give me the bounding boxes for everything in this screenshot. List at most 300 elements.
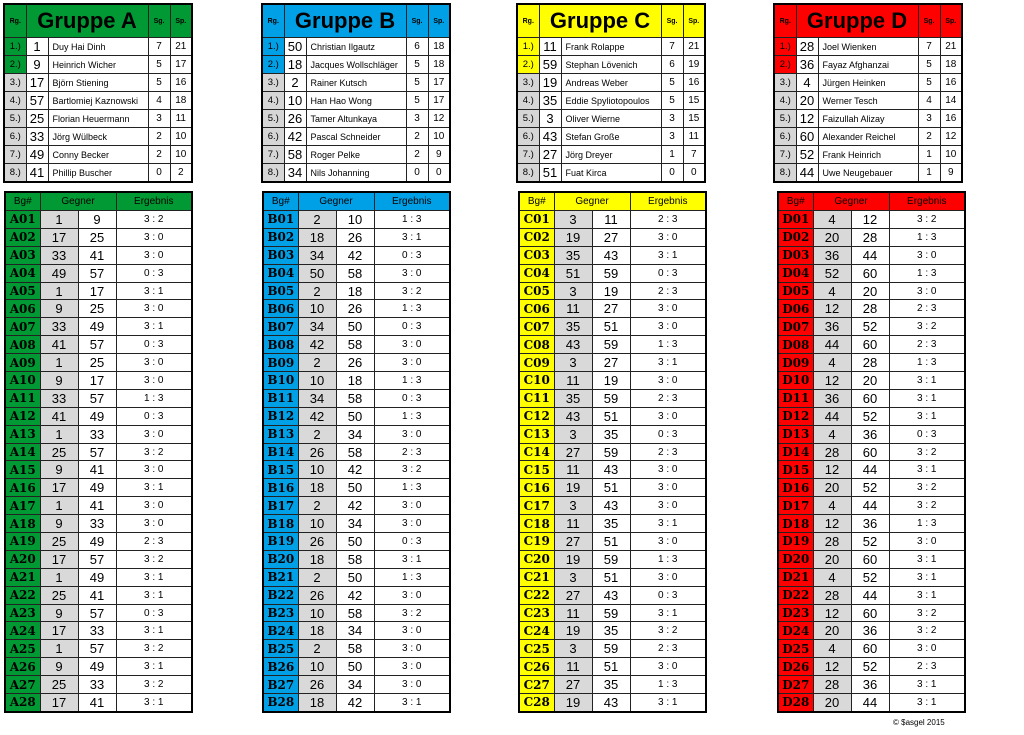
- match-row: [263, 568, 450, 586]
- match-row: [519, 407, 706, 425]
- match-row: [263, 443, 450, 461]
- player-1: 27: [554, 586, 592, 604]
- match-result: 3 : 0: [374, 264, 450, 282]
- match-result: 3 : 0: [116, 246, 192, 264]
- player-number: 42: [284, 128, 306, 146]
- rank-cell: 5.): [262, 110, 284, 128]
- board-id: C12: [519, 407, 554, 425]
- board-id: C15: [519, 461, 554, 479]
- board-id: C28: [519, 694, 554, 712]
- match-result: 1 : 3: [630, 336, 706, 354]
- match-row: [519, 228, 706, 246]
- player-1: 4: [813, 425, 851, 443]
- player-1: 17: [40, 694, 78, 712]
- match-result: 3 : 1: [889, 389, 965, 407]
- rank-cell: 6.): [774, 128, 796, 146]
- standing-row: [4, 146, 192, 164]
- sets-won: 4: [918, 92, 940, 110]
- match-result: 3 : 1: [116, 282, 192, 300]
- match-row: [263, 318, 450, 336]
- player-2: 58: [336, 604, 374, 622]
- player-1: 36: [813, 318, 851, 336]
- match-result: 3 : 1: [630, 694, 706, 712]
- board-id: B10: [263, 372, 298, 390]
- match-row: [5, 550, 192, 568]
- opponents-header: Gegner: [813, 192, 889, 211]
- match-result: 3 : 1: [630, 515, 706, 533]
- player-2: 42: [336, 694, 374, 712]
- player-1: 10: [298, 461, 336, 479]
- match-result: 3 : 1: [116, 318, 192, 336]
- match-result: 0 : 3: [116, 264, 192, 282]
- player-2: 41: [78, 497, 116, 515]
- player-2: 50: [336, 479, 374, 497]
- player-1: 10: [298, 658, 336, 676]
- board-header: Bg#: [5, 192, 40, 211]
- match-row: [778, 515, 965, 533]
- player-name: Bartlomiej Kaznowski: [48, 92, 148, 110]
- player-number: 12: [796, 110, 818, 128]
- match-result: 3 : 0: [374, 336, 450, 354]
- match-row: [263, 622, 450, 640]
- match-row: [778, 407, 965, 425]
- player-number: 20: [796, 92, 818, 110]
- board-id: C24: [519, 622, 554, 640]
- player-2: 33: [78, 425, 116, 443]
- match-row: [778, 586, 965, 604]
- match-result: 3 : 0: [630, 461, 706, 479]
- player-1: 36: [813, 389, 851, 407]
- match-result: 3 : 0: [116, 461, 192, 479]
- match-row: [263, 282, 450, 300]
- player-number: 3: [539, 110, 561, 128]
- player-1: 28: [813, 533, 851, 551]
- player-1: 33: [40, 318, 78, 336]
- player-2: 26: [336, 300, 374, 318]
- match-result: 3 : 0: [374, 354, 450, 372]
- player-1: 35: [554, 318, 592, 336]
- sets-header: Sg.: [661, 4, 683, 38]
- player-2: 60: [851, 640, 889, 658]
- match-row: [778, 300, 965, 318]
- match-result: 3 : 0: [374, 640, 450, 658]
- points: 17: [170, 56, 192, 74]
- board-id: D08: [778, 336, 813, 354]
- rank-cell: 2.): [262, 56, 284, 74]
- player-2: 42: [336, 497, 374, 515]
- player-number: 1: [26, 38, 48, 56]
- player-2: 60: [851, 443, 889, 461]
- rank-cell: 2.): [4, 56, 26, 74]
- player-1: 19: [554, 550, 592, 568]
- player-1: 1: [40, 497, 78, 515]
- board-id: D16: [778, 479, 813, 497]
- rank-cell: 6.): [262, 128, 284, 146]
- player-1: 12: [813, 300, 851, 318]
- player-2: 58: [336, 336, 374, 354]
- board-id: B11: [263, 389, 298, 407]
- board-id: D01: [778, 211, 813, 229]
- match-result: 2 : 3: [889, 336, 965, 354]
- standing-row: [4, 56, 192, 74]
- match-result: 2 : 3: [374, 443, 450, 461]
- standing-row: [517, 74, 705, 92]
- match-result: 3 : 2: [630, 622, 706, 640]
- match-result: 3 : 2: [889, 622, 965, 640]
- board-id: D03: [778, 246, 813, 264]
- board-id: D20: [778, 550, 813, 568]
- player-name: Jörg Dreyer: [561, 146, 661, 164]
- player-1: 44: [813, 336, 851, 354]
- standing-row: [4, 92, 192, 110]
- points: 10: [170, 128, 192, 146]
- match-row: [519, 389, 706, 407]
- board-id: D22: [778, 586, 813, 604]
- player-1: 1: [40, 425, 78, 443]
- match-result: 3 : 0: [630, 533, 706, 551]
- player-number: 26: [284, 110, 306, 128]
- player-1: 34: [298, 318, 336, 336]
- match-row: [263, 264, 450, 282]
- points: 9: [940, 164, 962, 183]
- player-name: Oliver Wierne: [561, 110, 661, 128]
- board-header: Bg#: [778, 192, 813, 211]
- player-1: 17: [40, 479, 78, 497]
- match-row: [5, 658, 192, 676]
- match-row: [519, 461, 706, 479]
- player-2: 43: [592, 694, 630, 712]
- player-name: Uwe Neugebauer: [818, 164, 918, 183]
- board-id: A14: [5, 443, 40, 461]
- match-result: 3 : 2: [116, 211, 192, 229]
- player-2: 28: [851, 300, 889, 318]
- player-1: 25: [40, 676, 78, 694]
- board-id: C16: [519, 479, 554, 497]
- player-name: Duy Hai Dinh: [48, 38, 148, 56]
- player-1: 34: [298, 389, 336, 407]
- match-row: [263, 300, 450, 318]
- player-2: 44: [851, 586, 889, 604]
- match-row: [778, 246, 965, 264]
- board-id: A17: [5, 497, 40, 515]
- standing-row: [774, 146, 962, 164]
- board-id: B12: [263, 407, 298, 425]
- board-id: D26: [778, 658, 813, 676]
- match-result: 3 : 2: [116, 550, 192, 568]
- board-id: B19: [263, 533, 298, 551]
- match-result: 3 : 2: [889, 497, 965, 515]
- points: 18: [940, 56, 962, 74]
- player-1: 18: [298, 622, 336, 640]
- rank-cell: 4.): [517, 92, 539, 110]
- player-2: 36: [851, 515, 889, 533]
- match-row: [263, 461, 450, 479]
- match-row: [778, 264, 965, 282]
- match-row: [263, 336, 450, 354]
- player-name: Phillip Buscher: [48, 164, 148, 183]
- board-id: D23: [778, 604, 813, 622]
- sets-won: 0: [661, 164, 683, 183]
- match-row: [519, 264, 706, 282]
- group-title: Gruppe B: [284, 4, 406, 38]
- match-row: [263, 479, 450, 497]
- sets-won: 1: [661, 146, 683, 164]
- player-number: 59: [539, 56, 561, 74]
- match-result: 2 : 3: [630, 640, 706, 658]
- match-row: [519, 658, 706, 676]
- match-result: 3 : 1: [374, 550, 450, 568]
- match-result: 3 : 1: [630, 246, 706, 264]
- standing-row: [517, 110, 705, 128]
- match-row: [519, 300, 706, 318]
- rank-cell: 8.): [4, 164, 26, 183]
- board-id: B08: [263, 336, 298, 354]
- match-row: [778, 354, 965, 372]
- player-1: 50: [298, 264, 336, 282]
- rank-cell: 5.): [517, 110, 539, 128]
- board-id: D05: [778, 282, 813, 300]
- player-1: 1: [40, 568, 78, 586]
- sets-won: 1: [918, 146, 940, 164]
- player-name: Alexander Reichel: [818, 128, 918, 146]
- match-result: 0 : 3: [630, 425, 706, 443]
- player-2: 58: [336, 443, 374, 461]
- player-number: 18: [284, 56, 306, 74]
- match-result: 1 : 3: [374, 211, 450, 229]
- player-2: 57: [78, 264, 116, 282]
- match-row: [778, 658, 965, 676]
- points: 10: [428, 128, 450, 146]
- match-row: [778, 389, 965, 407]
- player-1: 35: [554, 389, 592, 407]
- sets-won: 5: [406, 74, 428, 92]
- match-row: [519, 211, 706, 229]
- player-name: Jürgen Heinken: [818, 74, 918, 92]
- match-result: 3 : 0: [374, 497, 450, 515]
- result-header: Ergebnis: [889, 192, 965, 211]
- player-number: 10: [284, 92, 306, 110]
- sets-won: 2: [406, 128, 428, 146]
- player-1: 19: [554, 694, 592, 712]
- player-2: 27: [592, 300, 630, 318]
- sets-won: 5: [148, 74, 170, 92]
- match-row: [778, 443, 965, 461]
- match-row: [519, 497, 706, 515]
- match-row: [5, 622, 192, 640]
- player-1: 11: [554, 658, 592, 676]
- match-result: 1 : 3: [374, 568, 450, 586]
- points: 15: [683, 110, 705, 128]
- match-row: [519, 479, 706, 497]
- player-2: 60: [851, 336, 889, 354]
- rank-cell: 1.): [774, 38, 796, 56]
- match-row: [519, 533, 706, 551]
- player-2: 9: [78, 211, 116, 229]
- match-row: [778, 479, 965, 497]
- rank-cell: 7.): [517, 146, 539, 164]
- match-row: [5, 694, 192, 712]
- player-2: 57: [78, 389, 116, 407]
- match-result: 3 : 0: [374, 425, 450, 443]
- player-2: 26: [336, 354, 374, 372]
- match-result: 2 : 3: [889, 658, 965, 676]
- player-number: 58: [284, 146, 306, 164]
- board-id: D24: [778, 622, 813, 640]
- board-id: D06: [778, 300, 813, 318]
- standings-table-a: [3, 3, 193, 183]
- match-row: [5, 354, 192, 372]
- match-result: 2 : 3: [630, 443, 706, 461]
- player-1: 4: [813, 354, 851, 372]
- board-id: D15: [778, 461, 813, 479]
- player-1: 9: [40, 300, 78, 318]
- match-row: [5, 300, 192, 318]
- player-1: 1: [40, 211, 78, 229]
- board-id: A20: [5, 550, 40, 568]
- standings-table-b: [261, 3, 451, 183]
- match-row: [778, 550, 965, 568]
- board-id: C10: [519, 372, 554, 390]
- match-row: [519, 694, 706, 712]
- match-row: [778, 497, 965, 515]
- player-2: 36: [851, 425, 889, 443]
- match-row: [519, 586, 706, 604]
- match-result: 3 : 1: [889, 676, 965, 694]
- player-name: Andreas Weber: [561, 74, 661, 92]
- player-1: 4: [813, 497, 851, 515]
- player-name: Nils Johanning: [306, 164, 406, 183]
- player-2: 44: [851, 497, 889, 515]
- player-2: 59: [592, 264, 630, 282]
- match-row: [778, 604, 965, 622]
- sets-won: 0: [148, 164, 170, 183]
- matches-table-d: [777, 191, 966, 713]
- match-result: 3 : 0: [116, 515, 192, 533]
- standing-row: [517, 38, 705, 56]
- player-1: 49: [40, 264, 78, 282]
- match-result: 1 : 3: [374, 300, 450, 318]
- board-id: B04: [263, 264, 298, 282]
- player-2: 35: [592, 676, 630, 694]
- board-id: B07: [263, 318, 298, 336]
- board-id: D27: [778, 676, 813, 694]
- player-1: 11: [554, 372, 592, 390]
- board-id: D17: [778, 497, 813, 515]
- rank-cell: 7.): [262, 146, 284, 164]
- player-2: 26: [336, 228, 374, 246]
- board-id: A22: [5, 586, 40, 604]
- player-2: 28: [851, 228, 889, 246]
- player-2: 12: [851, 211, 889, 229]
- player-name: Werner Tesch: [818, 92, 918, 110]
- sets-header: Sg.: [148, 4, 170, 38]
- player-1: 11: [554, 300, 592, 318]
- player-1: 2: [298, 568, 336, 586]
- player-2: 58: [336, 389, 374, 407]
- match-row: [5, 318, 192, 336]
- standing-row: [517, 164, 705, 183]
- match-result: 3 : 2: [116, 640, 192, 658]
- copyright-note: © $asgel 2015: [893, 718, 945, 727]
- player-2: 34: [336, 622, 374, 640]
- match-result: 3 : 2: [889, 318, 965, 336]
- result-header: Ergebnis: [374, 192, 450, 211]
- player-2: 50: [336, 407, 374, 425]
- rank-cell: 2.): [517, 56, 539, 74]
- player-2: 51: [592, 318, 630, 336]
- points: 0: [428, 164, 450, 183]
- match-row: [263, 550, 450, 568]
- match-row: [5, 425, 192, 443]
- player-2: 35: [592, 425, 630, 443]
- board-id: B21: [263, 568, 298, 586]
- board-id: A03: [5, 246, 40, 264]
- points: 21: [170, 38, 192, 56]
- match-result: 2 : 3: [889, 300, 965, 318]
- match-result: 1 : 3: [374, 407, 450, 425]
- board-id: C21: [519, 568, 554, 586]
- player-1: 2: [298, 211, 336, 229]
- player-1: 1: [40, 640, 78, 658]
- rank-cell: 7.): [774, 146, 796, 164]
- match-row: [5, 443, 192, 461]
- player-name: Han Hao Wong: [306, 92, 406, 110]
- player-2: 25: [78, 228, 116, 246]
- player-1: 33: [40, 389, 78, 407]
- match-result: 3 : 0: [116, 228, 192, 246]
- player-2: 44: [851, 461, 889, 479]
- player-2: 41: [78, 586, 116, 604]
- board-id: B22: [263, 586, 298, 604]
- match-row: [778, 336, 965, 354]
- player-number: 60: [796, 128, 818, 146]
- match-row: [263, 586, 450, 604]
- player-2: 57: [78, 550, 116, 568]
- match-result: 0 : 3: [374, 246, 450, 264]
- standing-row: [262, 110, 450, 128]
- player-1: 19: [554, 228, 592, 246]
- player-1: 26: [298, 586, 336, 604]
- match-result: 1 : 3: [374, 479, 450, 497]
- player-2: 25: [78, 300, 116, 318]
- match-result: 3 : 0: [374, 622, 450, 640]
- match-row: [5, 211, 192, 229]
- standing-row: [774, 92, 962, 110]
- match-result: 3 : 1: [116, 658, 192, 676]
- match-result: 0 : 3: [374, 389, 450, 407]
- player-2: 59: [592, 389, 630, 407]
- rank-cell: 3.): [517, 74, 539, 92]
- board-id: A11: [5, 389, 40, 407]
- match-row: [263, 389, 450, 407]
- board-id: A07: [5, 318, 40, 336]
- match-result: 0 : 3: [374, 318, 450, 336]
- standing-row: [262, 146, 450, 164]
- board-id: D21: [778, 568, 813, 586]
- sets-won: 4: [148, 92, 170, 110]
- board-id: C03: [519, 246, 554, 264]
- player-1: 4: [813, 640, 851, 658]
- player-1: 1: [40, 354, 78, 372]
- board-id: C04: [519, 264, 554, 282]
- player-2: 43: [592, 246, 630, 264]
- player-1: 1: [40, 282, 78, 300]
- match-row: [5, 676, 192, 694]
- player-2: 25: [78, 354, 116, 372]
- board-id: D07: [778, 318, 813, 336]
- rank-cell: 1.): [262, 38, 284, 56]
- player-1: 3: [554, 211, 592, 229]
